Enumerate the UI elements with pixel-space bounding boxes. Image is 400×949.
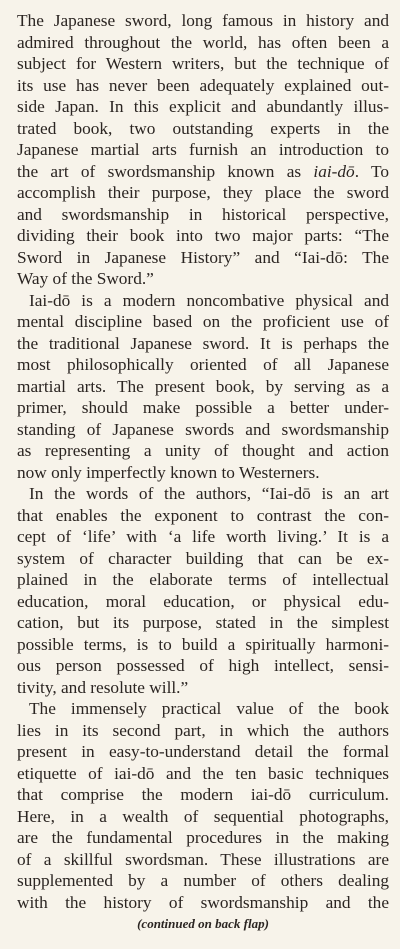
text-line: primer, should make possible a better under- — [17, 398, 389, 417]
text-line: that enables the exponent to contrast the con- — [17, 505, 389, 525]
text-line: now only imperfectly known to Westerners. — [17, 462, 320, 482]
text-line: admired throughout the world, has often been a — [17, 32, 389, 52]
text-line: plained in the elaborate terms of intellectual — [17, 570, 389, 589]
text-line: Here, in a wealth of sequential photographs, — [17, 806, 389, 826]
text-line: cept of ‘life’ with ‘a life worth living.’ It is a — [17, 527, 389, 546]
text-line: that comprise the modern iai-dō curriculum. — [17, 785, 389, 804]
text-line: standing of Japanese swords and swordsmanship — [17, 419, 389, 439]
text-line: tivity, and resolute will.” — [17, 677, 189, 697]
text-line: Japanese martial arts furnish an introduction to — [17, 140, 389, 159]
text-line: lies in its second part, in which the authors — [17, 720, 389, 740]
text-line: The immensely practical value of the book — [29, 699, 389, 718]
text-line: present in easy-to-understand detail the formal — [17, 742, 389, 761]
text-line: Way of the Sword.” — [17, 269, 154, 288]
text-line: as representing a unity of thought and action — [17, 441, 389, 460]
paragraph-iaido-definition — [17, 290, 389, 484]
text-line: The Japanese sword, long famous in history and — [17, 11, 389, 30]
paragraph-intro — [17, 10, 389, 290]
text-line: system of character building that can be ex- — [17, 548, 389, 568]
term-iaido: iai-dō — [313, 161, 355, 181]
text-line: dividing their book into two major parts: “The — [17, 226, 389, 245]
continued-note: (continued on back flap) — [137, 916, 269, 931]
text-line: accomplish their purpose, they place the sword — [17, 183, 389, 202]
text-line: cation, but its purpose, stated in the simplest — [17, 613, 389, 632]
text-line: its use has never been adequately explained out- — [17, 75, 389, 95]
text-line: In the words of the authors, “Iai-dō is an art — [29, 484, 389, 503]
text-line: supplemented by a number of others dealing — [17, 871, 389, 890]
text-line: Iai-dō is a modern noncombative physical and — [29, 290, 389, 310]
text-line: and swordsmanship in historical perspective, — [17, 204, 389, 224]
text-line: trated book, two outstanding experts in the — [17, 118, 389, 138]
text-line: possible terms, is to build a spiritually harmoni- — [17, 634, 389, 654]
text-line: with the history of swordsmanship and the — [17, 892, 389, 912]
text-line: most philosophically oriented of all Japanese — [17, 355, 389, 374]
text-line: education, moral education, or physical edu- — [17, 591, 389, 611]
text-line: side Japan. In this explicit and abundantly illus- — [17, 97, 389, 116]
text-line: etiquette of iai-dō and the ten basic techniques — [17, 763, 389, 783]
text-line: the art of swordsmanship known as iai-dō. To — [17, 161, 389, 181]
text-line: martial arts. The present book, by serving as a — [17, 376, 389, 396]
paragraph-authors-quote — [17, 483, 389, 698]
paragraph-practical-value — [17, 698, 389, 913]
text-line: the traditional Japanese sword. It is perhaps the — [17, 333, 389, 353]
text-line: Sword in Japanese History” and “Iai-dō: The — [17, 247, 389, 267]
text-line: mental discipline based on the proficient use of — [17, 312, 389, 331]
text-line: subject for Western writers, but the technique of — [17, 54, 389, 73]
text-line: are the fundamental procedures in the making — [17, 828, 389, 847]
flap-text-page — [17, 10, 389, 939]
text-line: of a skillful swordsman. These illustrations are — [17, 849, 389, 869]
text-line: ous person possessed of high intellect, sensi- — [17, 656, 389, 675]
